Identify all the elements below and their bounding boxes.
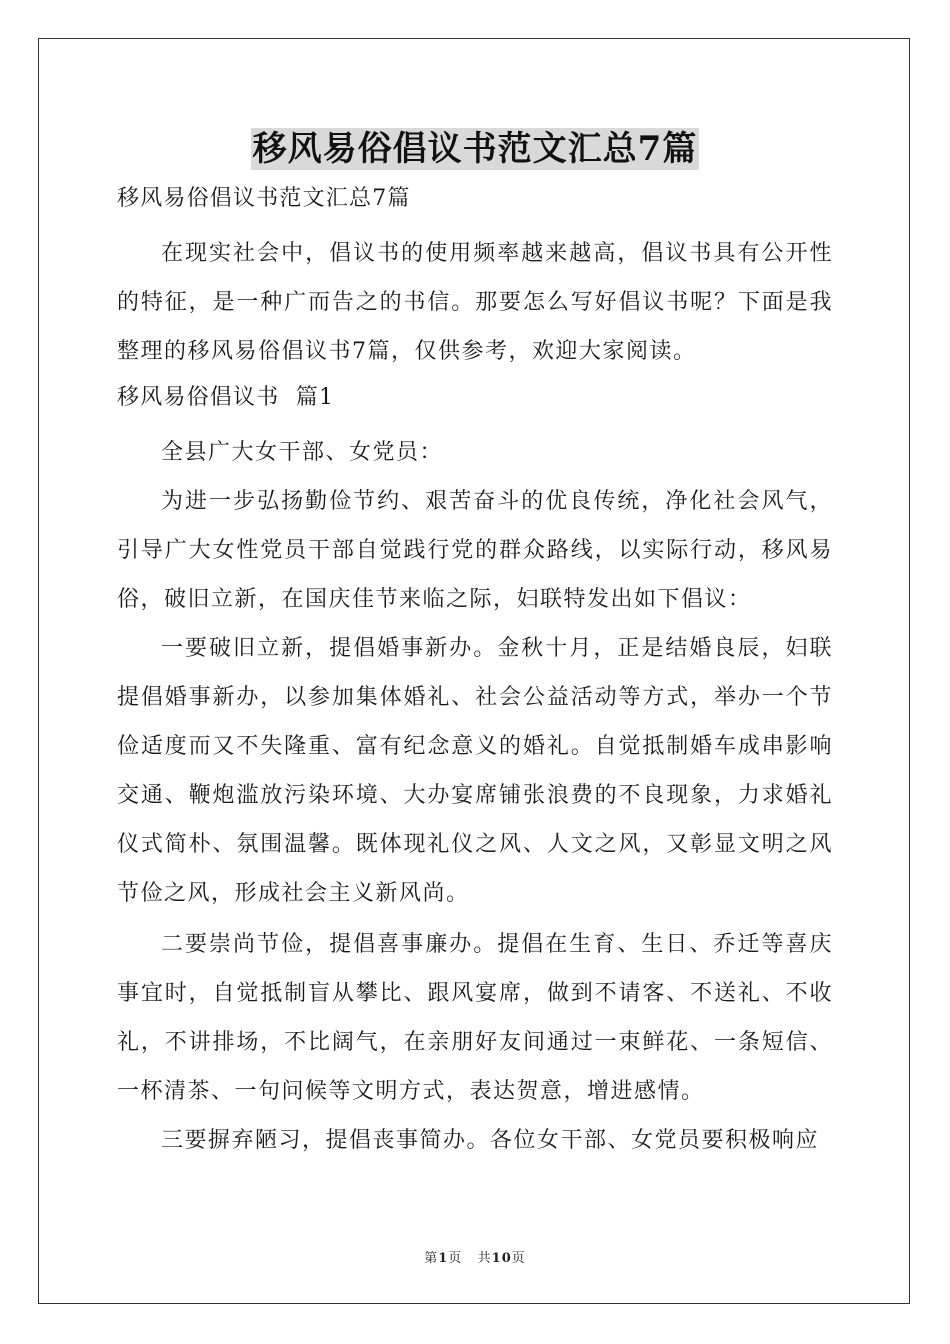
total-pages-number: 10 <box>491 1251 512 1266</box>
current-page-number: 1 <box>438 1251 449 1266</box>
footer-suffix: 页 <box>511 1251 526 1266</box>
intro-paragraph: 在现实社会中，倡议书的使用频率越来越高，倡议书具有公开性的特征，是一种广而告之的书信。那要怎么写好倡议书呢？下面是我整理的移风易俗倡议书7篇，仅供参考，欢迎大家阅读。 <box>117 241 833 364</box>
body-paragraph-1: 为进一步弘扬勤俭节约、艰苦奋斗的优良传统，净化社会风气，引导广大女性党员干部自觉践行党的群众路线，以实际行动，移风易俗，破旧立新，在国庆佳节来临之际，妇联特发出如下倡议： <box>117 489 833 612</box>
salutation: 全县广大女干部、女党员： <box>161 440 444 465</box>
title-container <box>0 128 950 170</box>
body-paragraph-4: 三要摒弃陋习，提倡丧事简办。各位女干部、女党员要积极响应 <box>161 1128 820 1153</box>
footer-mid: 页 共 <box>448 1251 492 1266</box>
section-heading: 移风易俗倡议书 篇1 <box>117 385 335 410</box>
page-footer <box>0 1247 950 1266</box>
subtitle: 移风易俗倡议书范文汇总7篇 <box>117 186 411 211</box>
body-paragraph-2: 一要破旧立新，提倡婚事新办。金秋十月，正是结婚良辰，妇联提倡婚事新办，以参加集体婚礼、社会公益活动等方式，举办一个节俭适度而又不失隆重、富有纪念意义的婚礼。自觉抵制婚车成串影响交通、鞭炮滥放污染环境、大办宴席铺张浪费的不良现象，力求婚礼仪式简朴、氛围温馨。既体现礼仪之风、人文之风，又彰显文明之风节俭之风，形成社会主义新风尚。 <box>117 636 833 906</box>
document-body <box>117 183 833 1165</box>
footer-prefix: 第 <box>424 1251 439 1266</box>
body-paragraph-3: 二要崇尚节俭，提倡喜事廉办。提倡在生育、生日、乔迁等喜庆事宜时，自觉抵制盲从攀比、跟风宴席，做到不请客、不送礼、不收礼，不讲排场，不比阔气，在亲朋好友间通过一束鲜花、一条短信、一杯清茶、一句问候等文明方式，表达贺意，增进感情。 <box>117 932 833 1104</box>
document-title: 移风易俗倡议书范文汇总7篇 <box>252 129 698 169</box>
